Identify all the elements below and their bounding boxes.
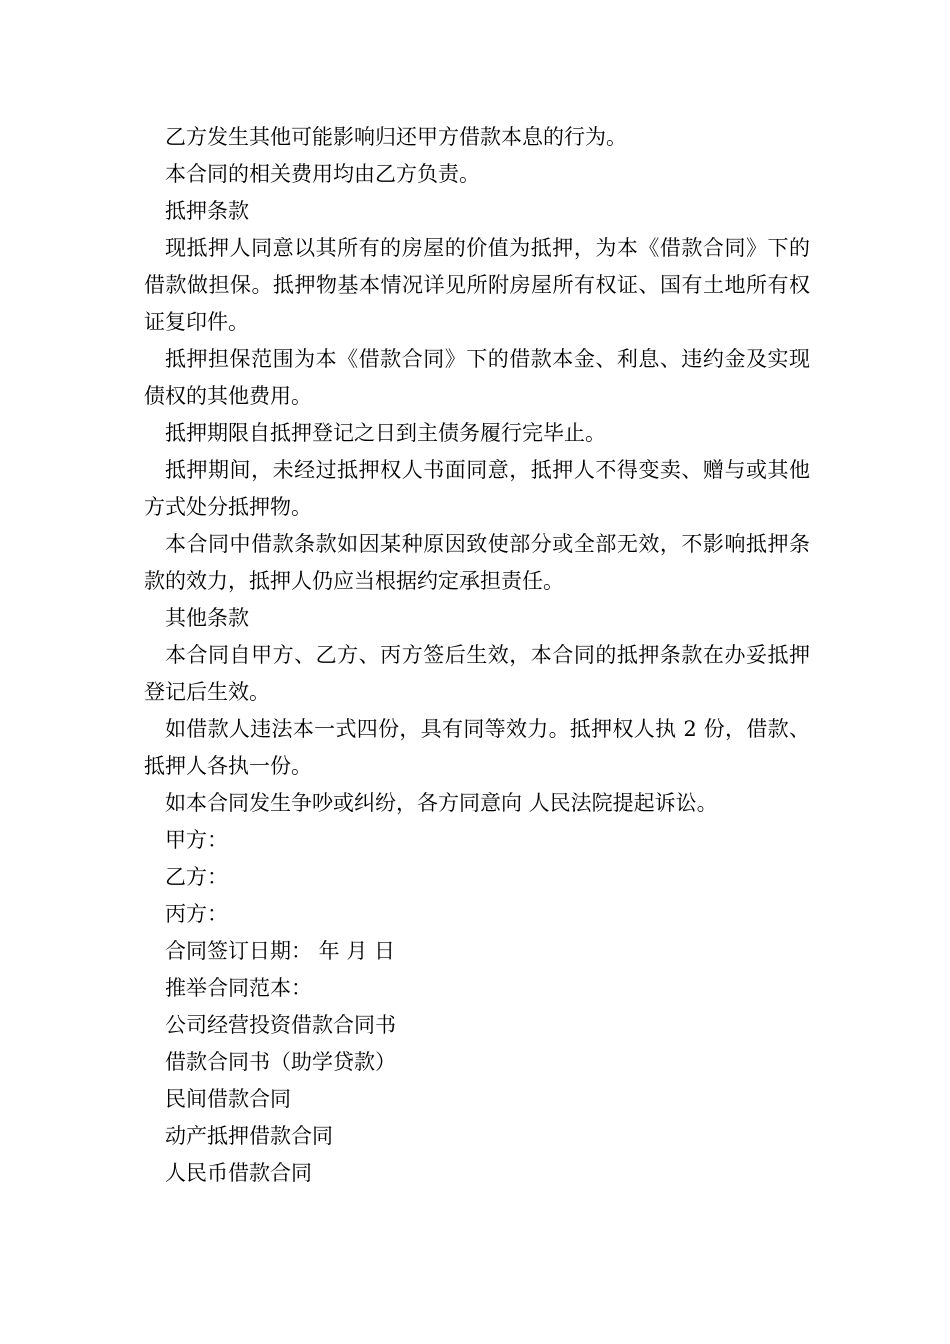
template-link-rmb-loan: 人民币借款合同 <box>165 1161 312 1185</box>
paragraph-mortgage-scope: 抵押担保范围为本《借款合同》下的借款本金、利息、违约金及实现债权的其他费用。 <box>144 347 810 408</box>
paragraph-copies: 如借款人违法本一式四份，具有同等效力。抵押权人执 2 份，借款、抵押人各执一份。 <box>144 717 810 778</box>
template-link-private-loan: 民间借款合同 <box>165 1087 291 1111</box>
signing-date: 合同签订日期： 年 月 日 <box>165 939 396 963</box>
paragraph-effective-date: 本合同自甲方、乙方、丙方签后生效，本合同的抵押条款在办妥抵押登记后生效。 <box>144 643 810 704</box>
document-body <box>144 119 810 1192</box>
template-link-company-investment: 公司经营投资借款合同书 <box>165 1013 396 1037</box>
paragraph-mortgage-validity: 本合同中借款条款如因某种原因致使部分或全部无效，不影响抵押条款的效力，抵押人仍应当根据约定承担责任。 <box>144 532 810 593</box>
paragraph-mortgage-consent: 现抵押人同意以其所有的房屋的价值为抵押，为本《借款合同》下的借款做担保。抵押物基本情况详见所附房屋所有权证、国有土地所有权证复印件。 <box>144 236 810 334</box>
template-link-chattel-mortgage: 动产抵押借款合同 <box>165 1124 333 1148</box>
template-link-student-loan: 借款合同书（助学贷款） <box>165 1050 396 1074</box>
section-heading-other: 其他条款 <box>165 606 249 630</box>
signature-party-c: 丙方： <box>165 902 228 926</box>
signature-party-b: 乙方： <box>165 865 228 889</box>
signature-party-a: 甲方： <box>165 828 228 852</box>
paragraph-mortgage-term: 抵押期限自抵押登记之日到主债务履行完毕止。 <box>165 421 606 445</box>
paragraph-fees-clause: 本合同的相关费用均由乙方负责。 <box>165 162 480 186</box>
recommended-templates-heading: 推举合同范本： <box>165 976 312 1000</box>
paragraph-obligation-clause: 乙方发生其他可能影响归还甲方借款本息的行为。 <box>165 125 627 149</box>
section-heading-mortgage: 抵押条款 <box>165 199 249 223</box>
paragraph-mortgage-restriction: 抵押期间，未经过抵押权人书面同意，抵押人不得变卖、赠与或其他方式处分抵押物。 <box>144 458 810 519</box>
paragraph-dispute: 如本合同发生争吵或纠纷，各方同意向 人民法院提起诉讼。 <box>165 791 718 815</box>
